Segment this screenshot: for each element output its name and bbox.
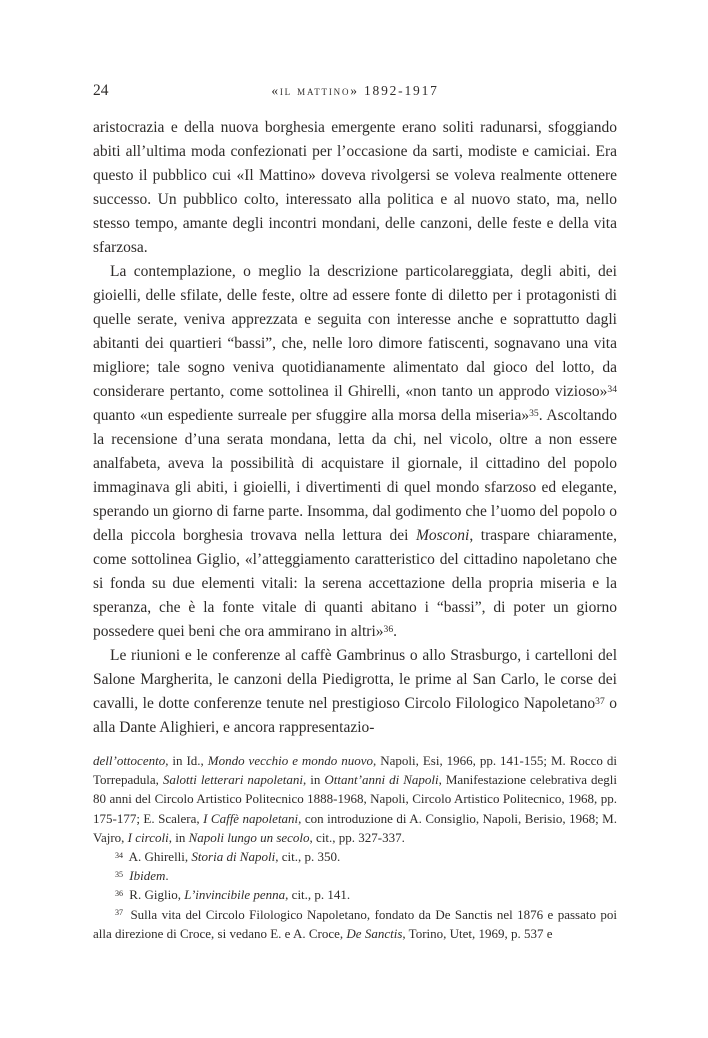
- text-segment: Sulla vita del Circolo Filologico Napoletano, fondato da De Sanctis nel 1876 e passato poi alla direzione di Croce, si vedano E. e A. Croce,: [93, 906, 617, 941]
- footnote-ref: 37: [115, 908, 124, 918]
- text-segment: , Torino, Utet, 1969, p. 537 e: [402, 925, 553, 941]
- text-segment: Ottant’anni di Napoli: [324, 772, 439, 788]
- footnote-continuation: [93, 751, 617, 847]
- text-segment: quanto «un espediente surreale per sfuggire alla morsa della miseria»: [93, 407, 530, 424]
- footnote-ref: 36: [383, 623, 394, 635]
- text-segment: , traspare chiaramente, come sottolinea Giglio, «l’atteggiamento caratteristico del cittadino napoletano che si fonda su due elementi vitali: la serena accettazione della propria miseria e la speranza, che è la fonte vitale di quanti abitano i “bassi”, di poter un giorno possedere quei beni che ora ammirano in altri»: [93, 527, 618, 640]
- text-segment: De Sanctis: [346, 925, 403, 941]
- text-segment: , Napoli, Esi, 1966, pp. 141-155; M. Rocco di Torrepadula,: [93, 753, 617, 788]
- footnote-36: [93, 885, 617, 904]
- text-segment: Mondo vecchio e mondo nuovo: [207, 753, 374, 768]
- text-segment: , cit., pp. 327-337.: [309, 829, 405, 845]
- footnote-37: [93, 905, 617, 943]
- text-segment: I circoli: [127, 829, 169, 845]
- text-segment: , in: [303, 772, 325, 788]
- page-number: 24: [93, 82, 109, 99]
- text-segment: Salotti letterari napoletani: [162, 772, 304, 788]
- text-segment: R. Giglio,: [126, 887, 185, 903]
- running-title: «il mattino» 1892-1917: [271, 83, 439, 98]
- text-segment: L’invincibile penna: [184, 887, 286, 903]
- text-segment: Napoli lungo un secolo: [188, 829, 310, 845]
- footnote-ref: 34: [115, 850, 124, 860]
- paragraph: [93, 644, 617, 740]
- footnotes-block: [93, 751, 617, 943]
- text-segment: . Ascoltando la recensione d’una serata mondana, letta da chi, nel vicolo, oltre a non essere analfabeta, aveva la possibilità di acquistare il giornale, il cittadino del popolo immaginava gli abiti, i gioielli, i divertimenti di quel mondo sfarzoso ed elegante, sperando un giorno di farne parte. Insomma, dal godimento che l’uomo del popolo o della piccola borghesia trovava nella lettura dei: [93, 407, 617, 544]
- text-segment: Mosconi: [415, 527, 470, 544]
- footnote-ref: 35: [115, 869, 124, 879]
- text-segment: Storia di Napoli: [191, 849, 276, 865]
- footnote-ref: 34: [607, 383, 617, 395]
- footnote-ref: 35: [529, 407, 539, 419]
- text-segment: Ibidem: [126, 868, 166, 884]
- text-segment: o alla Dante Alighieri, e ancora rappresentazio-: [93, 695, 617, 736]
- text-segment: , cit., p. 350.: [275, 849, 341, 865]
- main-text: [93, 116, 617, 740]
- footnote-35: [93, 866, 617, 885]
- text-segment: , Manifestazione celebrativa degli 80 anni del Circolo Artistico Politecnico 1888-1968, Napoli, Circolo Artistico Politecnico, 1968, pp. 175-177; E. Scalera,: [93, 772, 617, 826]
- text-segment: , cit., p. 141.: [285, 887, 351, 903]
- text-segment: aristocrazia e della nuova borghesia emergente erano soliti radunarsi, sfoggiando abiti all’ultima moda confezionati per l’occasione da sarti, modiste e camiciai. Era questo il pubblico cui «Il Mattino» doveva rivolgersi se voleva realmente ottenere successo. Un pubblico colto, interessato alla politica e al nuovo stato, ma, nello stesso tempo, amante degli incontri mondani, delle canzoni, delle feste e della vita sfarzosa.: [93, 119, 617, 256]
- text-segment: .: [393, 623, 397, 640]
- page-header: [93, 82, 617, 102]
- text-segment: , con introduzione di A. Consiglio, Napoli, Berisio, 1968; M. Vajro,: [93, 810, 617, 845]
- text-segment: A. Ghirelli,: [126, 849, 192, 865]
- text-segment: , in Id.,: [165, 753, 208, 768]
- text-segment: I Caffè napoletani: [203, 810, 299, 826]
- text-segment: dell’ottocento: [93, 753, 166, 768]
- text-segment: , in: [168, 829, 189, 845]
- paragraph-continuation: [93, 116, 617, 260]
- paragraph: [93, 260, 617, 644]
- footnote-34: [93, 847, 617, 866]
- footnote-ref: 36: [115, 889, 124, 899]
- text-segment: .: [165, 868, 169, 884]
- text-segment: La contemplazione, o meglio la descrizione particolareggiata, degli abiti, dei gioielli, delle sfilate, delle feste, oltre ad essere fonte di diletto per i protagonisti di quelle serate, veniva apprezzata e seguita con interesse anche e soprattutto dagli abitanti dei quartieri “bassi”, che, nelle loro dimore fatiscenti, sognavano una vita migliore; tale sogno veniva quotidianamente alimentato dal gioco del lotto, da considerare pertanto, come sottolinea il Ghirelli, «non tanto un approdo vizioso»: [93, 263, 617, 400]
- footnote-ref: 37: [595, 695, 605, 707]
- text-segment: Le riunioni e le conferenze al caffè Gambrinus o allo Strasburgo, i cartelloni del Salone Margherita, le canzoni della Piedigrotta, le prime al San Carlo, le corse dei cavalli, le dotte conferenze tenute nel prestigioso Circolo Filologico Napoletano: [93, 647, 617, 712]
